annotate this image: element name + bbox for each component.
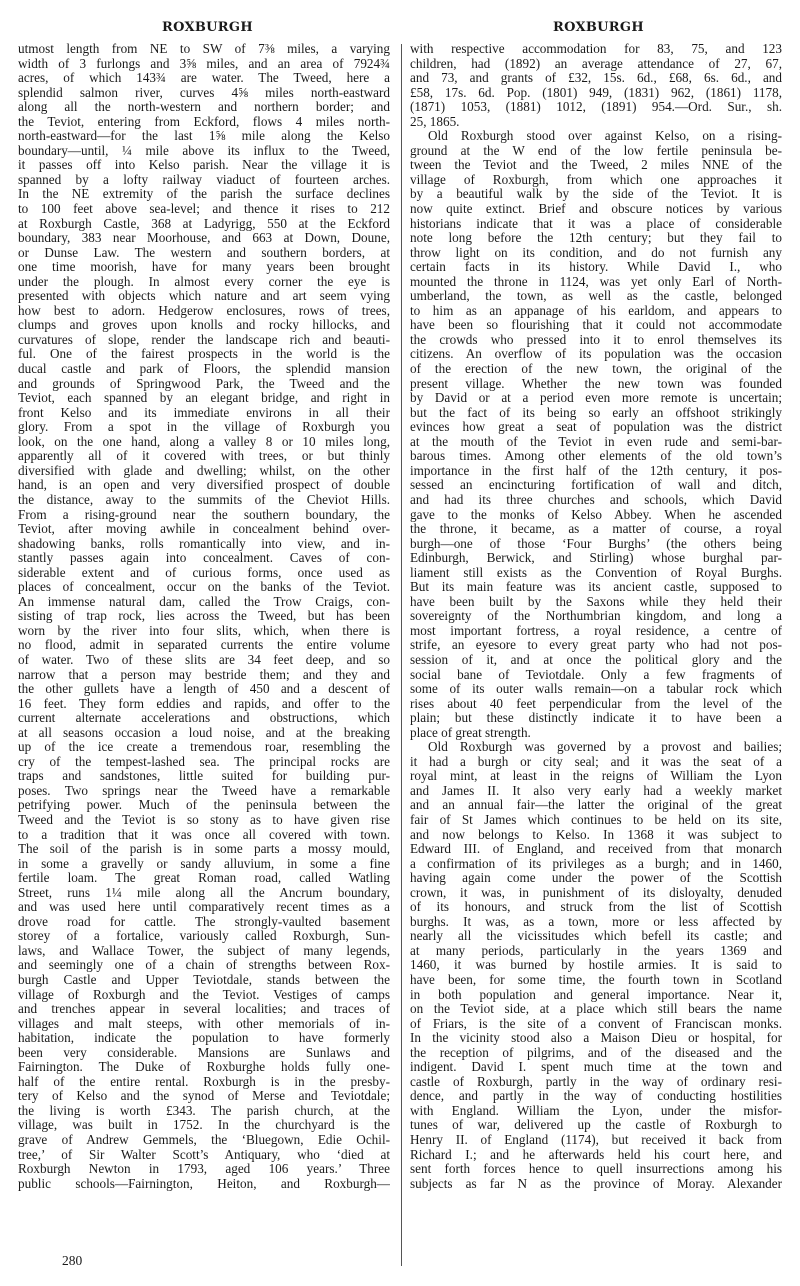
text-line: Henry II. of England (1174), but received it back from — [410, 1133, 782, 1148]
text-line: importance in the first half of the 12th century, it pos- — [410, 463, 782, 478]
text-line: and 73, and grants of £32, 15s. 6d., £68, 6s. 6d., and — [410, 71, 782, 86]
text-line: fair of St James which continues to be held on its site, — [410, 812, 782, 827]
text-line: burgh Castle and Upper Teviotdale, stands between the — [18, 973, 390, 987]
text-line: most important fortress, a royal residence, a centre of — [410, 623, 782, 638]
text-line: 25, 1865. — [410, 114, 460, 129]
text-line: or Dunse Law. The western and southern borders, at — [18, 245, 390, 260]
text-line: of the erection of the new town, the original of the — [410, 362, 782, 377]
text-line: at Roxburgh Castle, 368 at Ladyrigg, 550 at the Eckford — [18, 216, 390, 231]
text-line: having again come under the power of the Scottish — [410, 871, 782, 886]
text-line: it had a burgh or city seal; and it was the seat of a — [410, 754, 782, 769]
text-line: citizens. An overflow of its population was the occasion — [410, 347, 782, 362]
text-line: umberland, the town, as well as the castle, belonged — [410, 289, 782, 304]
text-line: apparently all of it covered with trees, or but thinly — [18, 449, 390, 464]
text-line: by David or at a period even more remote is uncertain; — [410, 391, 782, 406]
text-line: Tweed and the Teviot is so stony as to have given rise — [18, 812, 390, 827]
text-line: fertile loam. The great Roman road, called Watling — [18, 871, 390, 886]
text-line: splendid salmon river, curves 4⅝ miles north-eastward — [18, 85, 390, 100]
page-number: 280 — [62, 1253, 83, 1268]
text-line: ducal castle and park of Floors, the splendid mansion — [18, 362, 390, 377]
text-line: grave of Andrew Gemmels, the ‘Bluegown, Edie Ochil- — [18, 1133, 390, 1148]
text-line: one time moorish, have for many years been brought — [18, 260, 390, 275]
text-line: sent forth forces hence to quell insurrections among his — [410, 1162, 782, 1177]
text-line: the reception of pilgrims, and of the diseased and the — [410, 1045, 782, 1060]
text-line: the Teviot, entering from Eckford, flows 4 miles north- — [18, 114, 390, 129]
text-line: up of the ice create a tremendous roar, resembling the — [18, 740, 390, 755]
text-line: north-eastward—for the last 1⅝ mile along the Kelso — [18, 129, 390, 144]
text-line: 1460, it was burned by hostile armies. It is said to — [410, 958, 782, 973]
text-line: in some a gravelly or sandy alluvium, in some a fine — [18, 856, 390, 871]
text-line: it passes off into Kelso parish. Near the village it is — [18, 158, 390, 173]
text-line: the distance, away to the summits of the Cheviot Hills. — [18, 492, 390, 507]
text-line: on the Teviot side, at a place which still bears the name — [410, 1002, 782, 1017]
running-head-right: ROXBURGH — [553, 20, 644, 35]
text-line: sisting of trap rock, lies across the Tweed, but has been — [18, 609, 390, 624]
text-line: indigent. David I. spent much time at the town and — [410, 1060, 782, 1075]
text-line: to him as an appanage of his earldom, and appears to — [410, 303, 782, 318]
text-line: no flood, admit in separated currents the entire volume — [18, 638, 390, 653]
text-line: present village. Whether the new town was founded — [410, 376, 782, 391]
text-line: strife, an eyesore to every great party who had not pos- — [410, 638, 782, 653]
running-head-left: ROXBURGH — [162, 20, 253, 35]
text-line: Fairnington. The Duke of Roxburghe holds fully one- — [18, 1060, 390, 1075]
text-line: the crowds who pressed into it to enrol themselves its — [410, 332, 782, 347]
text-line: crown, it was, in punishment of its disloyalty, denuded — [410, 885, 782, 900]
text-line: current alternate accelerations and obstructions, which — [18, 711, 390, 726]
text-line: and had its three churches and schools, which David — [410, 492, 782, 507]
text-line: and grounds of Springwood Park, the Tweed and the — [18, 376, 390, 391]
text-line: some of its outer walls remain—on a tabular rock which — [410, 682, 782, 697]
text-line: have been, for some time, the fourth town in Scotland — [410, 973, 782, 987]
text-line: plain; but these distinctly indicate it to have been a — [410, 711, 782, 726]
text-line: mounted the throne in 1124, was yet only Earl of North- — [410, 274, 782, 289]
text-line: places of concealment, occur on the banks of the Teviot. — [18, 580, 390, 595]
text-line: tween the Teviot and the Tweed, 2 miles NNE of the — [410, 158, 782, 173]
text-line: Richard I.; and he afterwards held his court here, and — [410, 1147, 782, 1162]
text-line: certain facts in its history. While David I., who — [410, 260, 782, 275]
text-line: habitation, indicate the population to have formerly — [18, 1031, 390, 1046]
text-line: liament still exists as the Convention of Royal Burghs. — [410, 565, 782, 580]
text-line: by a beautiful walk by the side of the Teviot. It is — [410, 187, 782, 202]
text-line: with respective accommodation for 83, 75, and 123 — [410, 42, 782, 56]
text-line: laws, and Wallace Tower, the subject of many legends, — [18, 943, 390, 958]
text-line: along all the north-western and northern border; and — [18, 100, 390, 115]
text-line: diversified with glade and dwelling; whilst, on the other — [18, 463, 390, 478]
text-line: 16 feet. They form eddies and rapids, and offer to the — [18, 696, 390, 711]
text-line: boundary, 383 near Moorhouse, and 663 at Down, Doune, — [18, 231, 390, 246]
text-line: at many periods, particularly in the years 1369 and — [410, 943, 782, 958]
text-line: place of great strength. — [410, 725, 531, 740]
text-line: villages and malt steeps, with other memorials of in- — [18, 1016, 390, 1031]
text-line: and James II. It also very early had a weekly market — [410, 783, 782, 798]
text-line: ground at the W end of the low fertile peninsula be- — [410, 143, 782, 158]
text-line: been very considerable. Mansions are Sunlaws and — [18, 1045, 390, 1060]
text-line: dence, and partly in the way of conducting hostilities — [410, 1089, 782, 1104]
text-line: (1871) 1053, (1881) 1012, (1891) 954.—Ord. Sur., sh. — [410, 100, 782, 115]
text-line: presented with objects which nature and art seem vying — [18, 289, 390, 304]
text-line: sovereignty of the Northumbrian kingdom, and long a — [410, 609, 782, 624]
text-line: how best to adorn. Hedgerow enclosures, rows of trees, — [18, 303, 390, 318]
text-line: and now belongs to Kelso. In 1368 it was subject to — [410, 827, 782, 842]
text-line: boundary—until, ¼ mile above its influx to the Tweed, — [18, 143, 390, 158]
text-line: Street, runs 1¼ mile along all the Ancrum boundary, — [18, 885, 390, 900]
text-line: look, on the one hand, along a valley 8 or 10 miles long, — [18, 434, 390, 449]
text-line: sessed an encincturing fortification of wall and ditch, — [410, 478, 782, 493]
text-line: barous times. Among other elements of the old town’s — [410, 449, 782, 464]
text-line: From a rising-ground near the southern boundary, the — [18, 507, 390, 522]
text-line: to a tradition that it was once all covered with town. — [18, 827, 390, 842]
text-line: to 100 feet above sea-level; and thence it rises to 212 — [18, 202, 390, 217]
text-line: have been so flourishing that it could not accommodate — [410, 318, 782, 333]
text-line: stantly passes again into concealment. Caves of con- — [18, 551, 390, 566]
text-line: historians indicate that it was a place of considerable — [410, 216, 782, 231]
text-line: session of it, and at once the political glory and the — [410, 652, 782, 667]
text-line: of water. Two of these slits are 34 feet deep, and so — [18, 652, 390, 667]
text-line: gave to the monks of Kelso Abbey. When he ascended — [410, 507, 782, 522]
left-column — [18, 42, 390, 1191]
text-line: worn by the river into four slits, which, when there is — [18, 623, 390, 638]
text-line: storey of a fortalice, variously called Roxburgh, Sun- — [18, 929, 390, 944]
text-line: but the fact of its being so early an offshoot strikingly — [410, 405, 782, 420]
text-line: burghs. It was, as a town, more or less affected by — [410, 914, 782, 929]
text-line: of Friars, is the site of a convent of Franciscan monks. — [410, 1016, 782, 1031]
text-line: in both population and general importance. Near it, — [410, 987, 782, 1002]
text-line: and was used here until comparatively recent times as a — [18, 900, 390, 915]
text-line: nearly all the vicissitudes which befell its castle; and — [410, 929, 782, 944]
text-line: front Kelso and its immediate environs in all their — [18, 405, 390, 420]
text-line: the throne, it became, as a matter of course, a royal — [410, 522, 782, 537]
text-line: But its main feature was its ancient castle, supposed to — [410, 580, 782, 595]
text-line: village of Roxburgh and the Teviot. Vestiges of camps — [18, 987, 390, 1002]
text-line: siderable extent and of curious forms, once used as — [18, 565, 390, 580]
text-line: public schools—Fairnington, Heiton, and Roxburgh— — [18, 1176, 390, 1191]
text-line: clumps and groves upon knolls and rocky hillocks, and — [18, 318, 390, 333]
text-line: and an annual fair—the latter the original of the great — [410, 798, 782, 813]
text-line: castle of Roxburgh, partly in the way of ordinary resi- — [410, 1074, 782, 1089]
text-line: now quite extinct. Brief and obscure notices by various — [410, 202, 782, 217]
text-line: royal mint, at least in the reigns of William the Lyon — [410, 769, 782, 784]
text-line: cry of the tempest-lashed sea. The principal rocks are — [18, 754, 390, 769]
text-line: glory. From a spot in the village of Roxburgh you — [18, 420, 390, 435]
text-line: hand, is an open and very diversified prospect of double — [18, 478, 390, 493]
text-line: tunes of war, delivered up the castle of Roxburgh to — [410, 1118, 782, 1133]
text-line: have been built by the Saxons while they held their — [410, 594, 782, 609]
text-line: evinces how great a seat of population was the district — [410, 420, 782, 435]
text-line: Edward III. of England, and received from that monarch — [410, 842, 782, 857]
text-line: of its honours, and struck from the list of Scottish — [410, 900, 782, 915]
right-column — [410, 42, 782, 1191]
text-line: In the vicinity stood also a Maison Dieu or hospital, for — [410, 1031, 782, 1046]
text-line: rises about 40 feet perpendicular from the level of the — [410, 696, 782, 711]
text-line: the other gullets have a length of 450 and a descent of — [18, 682, 390, 697]
text-line: In the NE extremity of the parish the surface declines — [18, 187, 390, 202]
text-line: spanned by a lofty railway viaduct of fourteen arches. — [18, 172, 390, 187]
text-line: The soil of the parish is in some parts a mossy mould, — [18, 842, 390, 857]
text-line: half of the entire rental. Roxburgh is in the presby- — [18, 1074, 390, 1089]
text-line: at the mouth of the Teviot in even rude and semi-bar- — [410, 434, 782, 449]
text-line: drove road for cattle. The strongly-vaulted basement — [18, 914, 390, 929]
text-line: village of Roxburgh, from which one approaches it — [410, 172, 782, 187]
text-line: tery of Kelso and the synod of Merse and Teviotdale; — [18, 1089, 390, 1104]
text-line: petrifying power. Much of the peninsula between the — [18, 798, 390, 813]
text-line: at all seasons occasion a loud noise, and at the breaking — [18, 725, 390, 740]
text-line: narrow that a person may bestride them; and they and — [18, 667, 390, 682]
text-line: Edinburgh, Berwick, and Stirling) whose burghal par- — [410, 551, 782, 566]
text-line: Teviot, after moving awhile in concealment behind over- — [18, 522, 390, 537]
text-line: curvatures of slope, render the landscape rich and beauti- — [18, 332, 390, 347]
text-line: social bane of Teviotdale. Only a few fragments of — [410, 667, 782, 682]
text-line: £58, 17s. 6d. Pop. (1801) 949, (1831) 962, (1861) 1178, — [410, 85, 782, 100]
text-line: Old Roxburgh was governed by a provost and bailies; — [428, 740, 782, 755]
text-line: width of 3 furlongs and 3⅝ miles, and an area of 7924¾ — [18, 56, 390, 71]
text-line: under the plough. In almost every corner the eye is — [18, 274, 390, 289]
text-line: utmost length from NE to SW of 7⅜ miles, a varying — [18, 42, 390, 56]
text-line: the living is worth £343. The parish church, at the — [18, 1103, 390, 1118]
text-line: village, was built in 1752. In the churchyard is the — [18, 1118, 390, 1133]
text-line: throw light on its condition, and do not furnish any — [410, 245, 782, 260]
text-line: shadowing banks, rolls romantically into view, and in- — [18, 536, 390, 551]
text-line: Old Roxburgh stood over against Kelso, on a rising- — [428, 129, 782, 144]
text-line: note long before the 12th century; but they fail to — [410, 231, 782, 246]
text-line: traps and sandstones, little suited for building pur- — [18, 769, 390, 784]
text-line: tree,’ of Sir Walter Scott’s Antiquary, who ‘died at — [18, 1147, 390, 1162]
text-line: ful. One of the fairest prospects in the world is the — [18, 347, 390, 362]
text-line: Roxburgh Newton in 1793, aged 106 years.’ Three — [18, 1162, 390, 1177]
text-line: burgh—one of those ‘Four Burghs’ (the others being — [410, 536, 782, 551]
text-line: and seemingly one of a chain of strengths between Rox- — [18, 958, 390, 973]
column-divider — [401, 44, 402, 1266]
text-line: An immense natural dam, called the Trow Craigs, con- — [18, 594, 390, 609]
text-line: Teviot, each spanned by an elegant bridge, and right in — [18, 391, 390, 406]
text-line: poses. Two springs near the Tweed have a remarkable — [18, 783, 390, 798]
text-line: a confirmation of its privileges as a burgh; and in 1460, — [410, 856, 782, 871]
text-line: acres, of which 143¾ are water. The Tweed, here a — [18, 71, 390, 86]
text-line: subjects as far N as the province of Moray. Alexander — [410, 1176, 782, 1191]
text-line: with England. William the Lyon, under the misfor- — [410, 1103, 782, 1118]
text-line: children, had (1892) an average attendance of 27, 67, — [410, 56, 782, 71]
text-line: and trenches appear in several localities; and traces of — [18, 1002, 390, 1017]
